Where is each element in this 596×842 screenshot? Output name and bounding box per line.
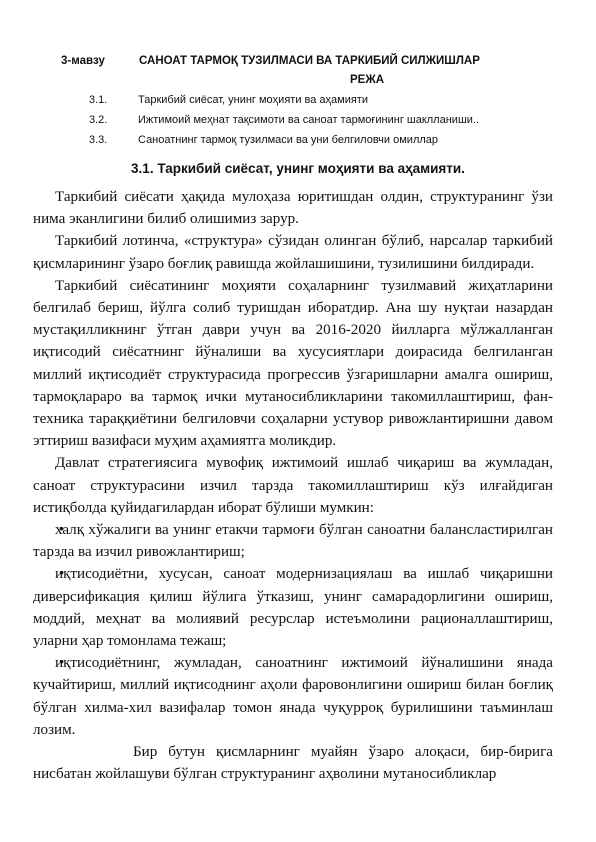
bullet-item: • халқ хўжалиги ва унинг етакчи тармоғи бўлган саноатни балансластирилган тарзда ва изчил ривожлантириш; — [33, 519, 553, 563]
body-text — [33, 186, 553, 785]
paragraph: Таркибий сиёсатининг моҳияти соҳаларнинг тузилмавий жиҳатларини белгилаб бериш, йўлга солиб туришдан иборатдир. Ана шу нуқтаи назардан мустақилликнинг ўтган даври учун ва 2016-2020 йилларга мўлжалланган иқтисодий сиёсатнинг йўналиши ва хусусиятлари доирасида белгиланган миллий иқтисодиёт структурасида прогрессив ўзгаришларни амалга ошириш, тармоқлараро ва тармоқ ички мутаносибликларини такомиллаштириш, фан-техника тараққиётини белгиловчи соҳаларни устувор ривожлантиришни давом эттириш вазифаси муҳим аҳамиятга моликдир. — [33, 277, 553, 450]
plan-item-text: Саноатнинг тармоқ тузилмаси ва уни белгиловчи омиллар — [138, 134, 439, 146]
paragraph: Таркибий сиёсати ҳақида мулоҳаза юритишдан олдин, структуранинг ўзи нима эканлигини билиб олишимиз зарур. — [33, 189, 553, 228]
plan-item-text: Ижтимоий меҳнат тақсимоти ва саноат тармоғининг шаклланиши.. — [138, 114, 480, 126]
paragraph: Таркибий лотинча, «структура» сўзидан олинган бўлиб, нарсалар таркибий қисмларининг ўзаро боғлиқ равишда жойлашишини, тузилишини билдиради. — [33, 233, 553, 272]
bullet-item: • иқтисодиётнинг, жумладан, саноатнинг ижтимоий йўналишини янада кучайтириш, миллий иқтисоднинг аҳоли фаровонлигини ошириш билан боғлиқ бўлган хилма-хил вазифалар томон янада чуқурроқ бурилишини таъминлаш лозим. — [33, 652, 553, 741]
paragraph: Бир бутун қисмларнинг муайян ўзаро алоқаси, бир-бирига нисбатан жойлашуви бўлган структуранинг аҳволини мутаносибликлар — [33, 744, 553, 783]
plan-item-number: 3.3. — [89, 134, 108, 146]
section-title: 3.1. Таркибий сиёсат, унинг моҳияти ва аҳамияти. — [131, 161, 465, 176]
plan-item-number: 3.2. — [89, 114, 108, 126]
plan-item-text: Таркибий сиёсат, унинг моҳияти ва аҳамияти — [138, 94, 368, 106]
topic-title: САНОАТ ТАРМОҚ ТУЗИЛМАСИ ВА ТАРКИБИЙ СИЛЖИШЛАР — [139, 55, 480, 67]
bullet-item: • иқтисодиётни, хусусан, саноат модернизациялаш ва ишлаб чиқаришни диверсификация қилиш йўлига ўтказиш, унинг самарадорлигини ошириш, моддий, меҳнат ва молиявий ресурслар истеъмолини рационаллаштириш, уларни ҳар томонлама тежаш; — [33, 563, 553, 652]
plan-item-number: 3.1. — [89, 94, 108, 106]
paragraph: Давлат стратегиясига мувофиқ ижтимоий ишлаб чиқариш ва жумладан, саноат структурасини изчил тарзда такомиллаштириш кўз илғайдиган истиқболда қуйидагилардан иборат бўлиши мумкин: — [33, 455, 553, 516]
topic-label: 3-мавзу — [61, 55, 105, 67]
plan-heading: РЕЖА — [350, 74, 385, 86]
